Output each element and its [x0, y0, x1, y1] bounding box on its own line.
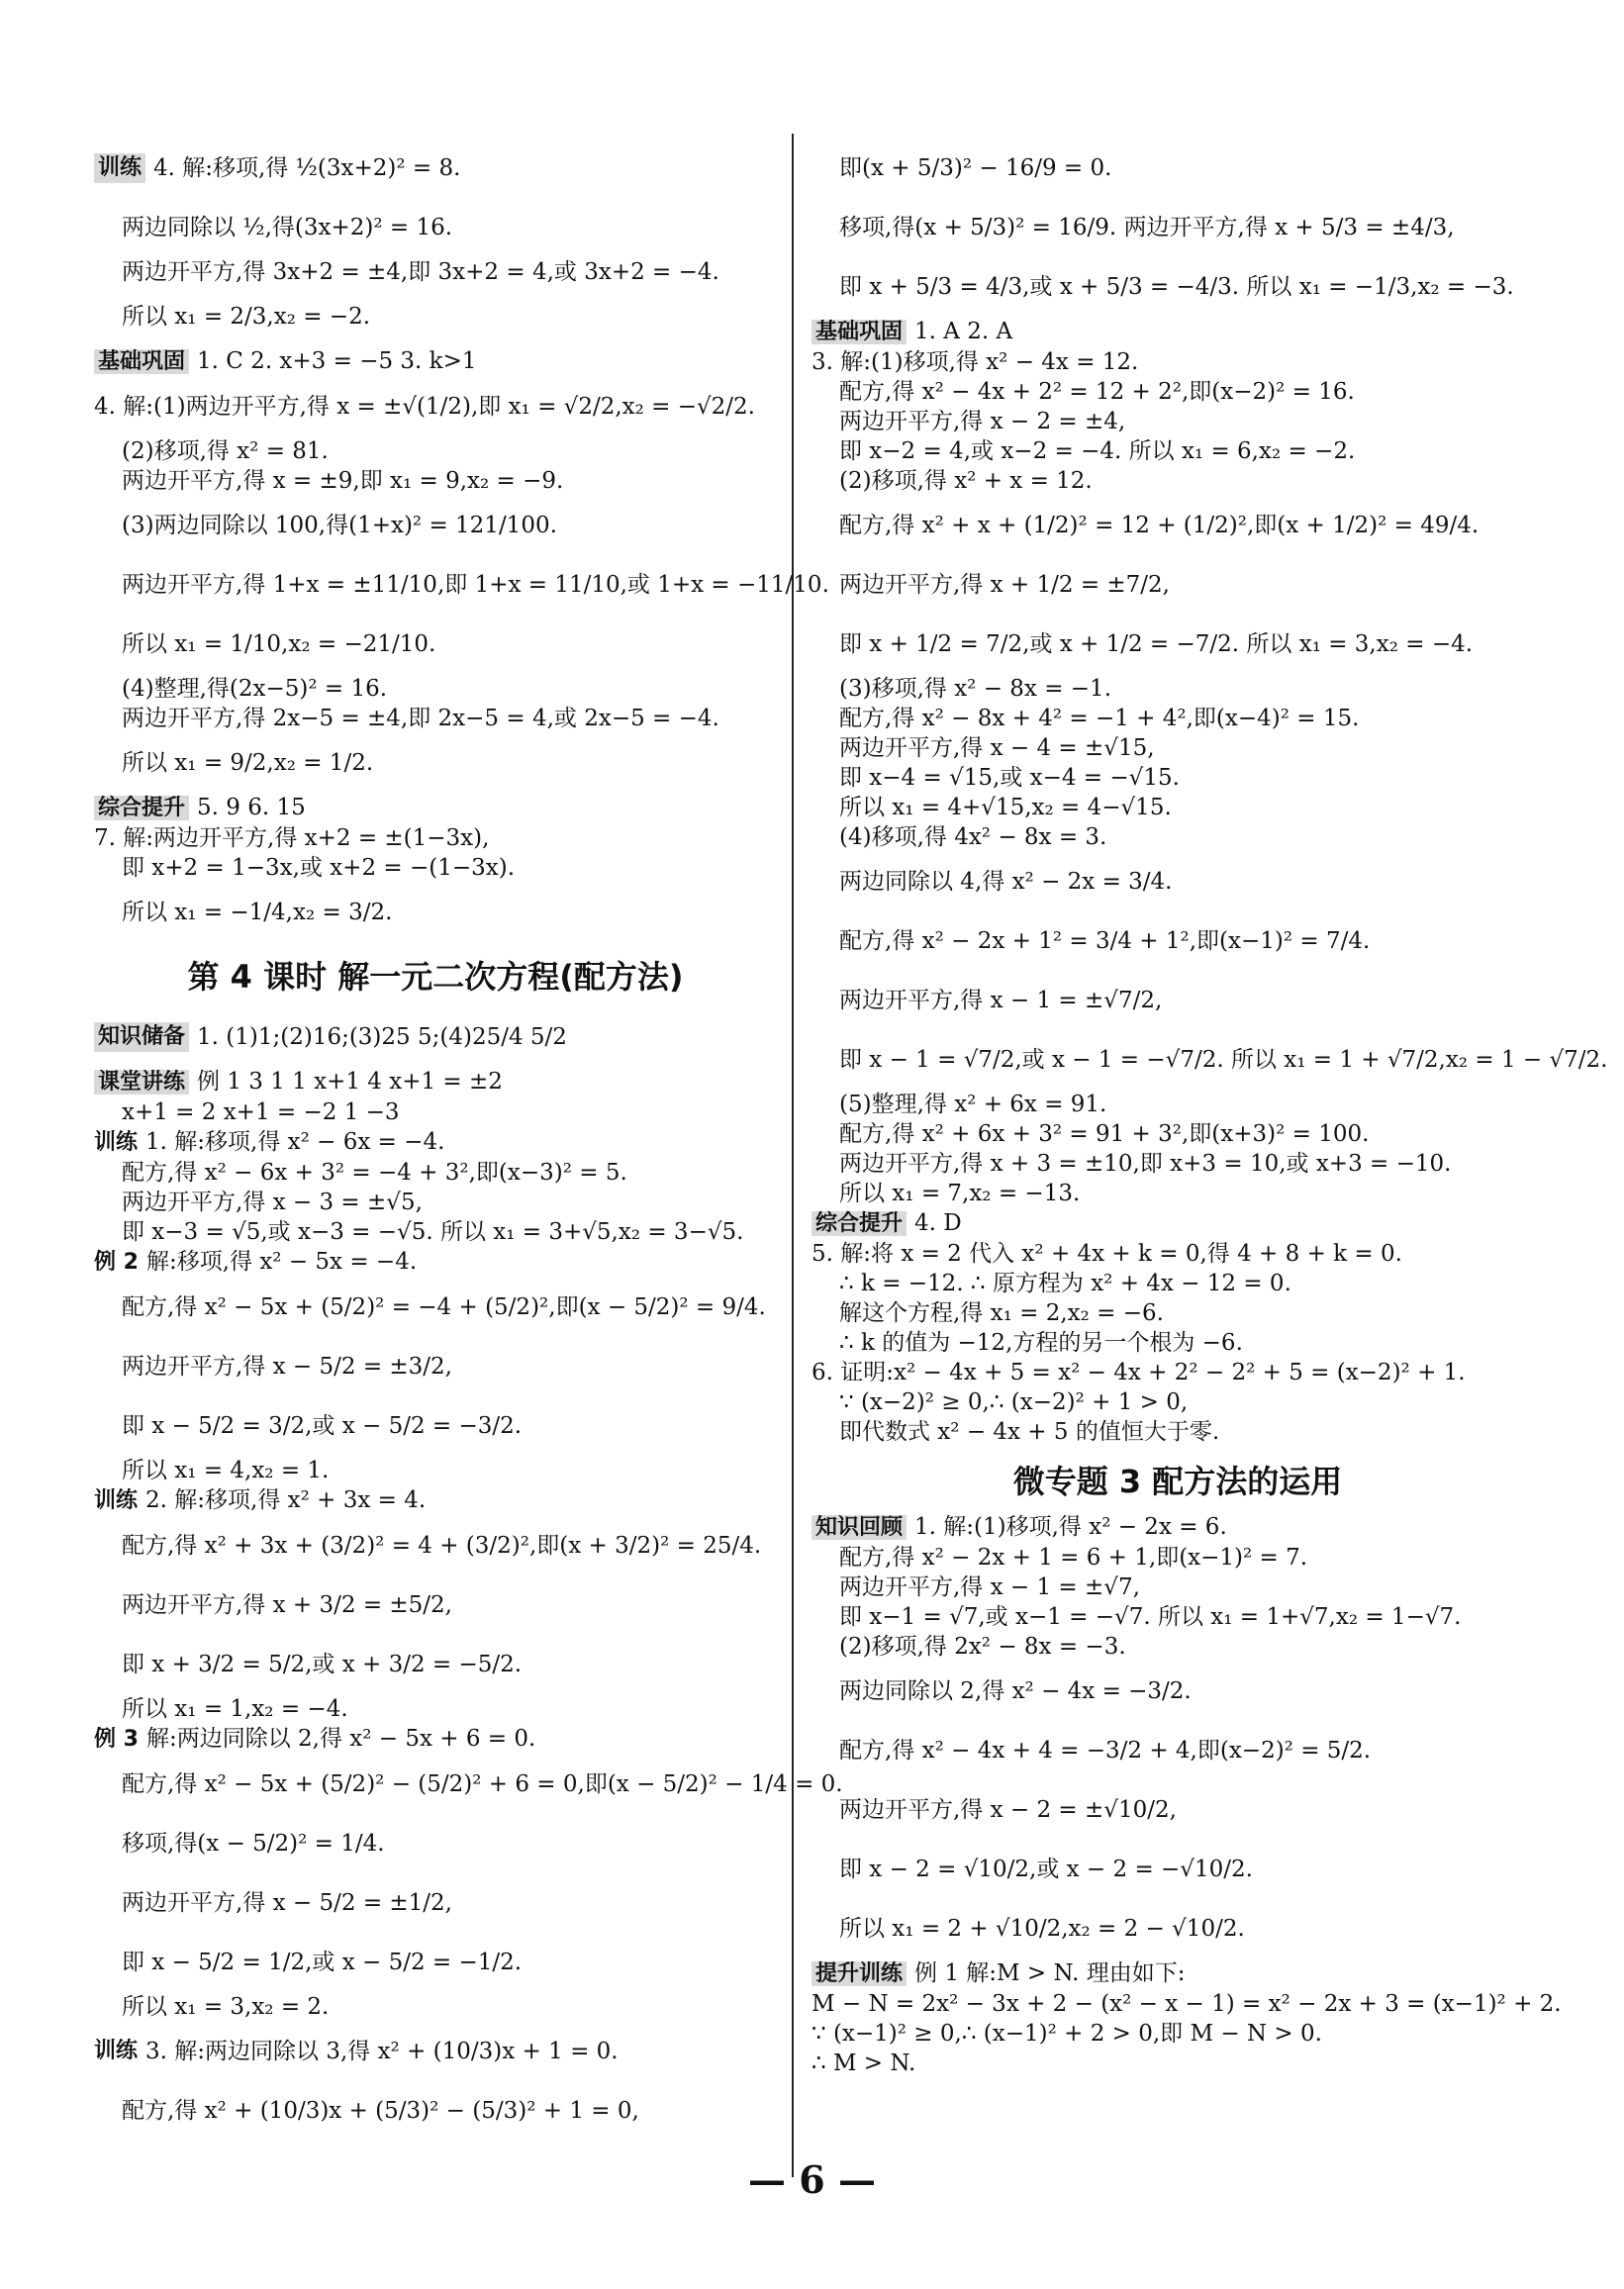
answer-line — [812, 257, 1544, 317]
answer-line — [94, 1516, 777, 1575]
answer-text: 1. 解:(1)移项,得 x² − 2x = 6. — [914, 1514, 1227, 1540]
answer-line — [94, 1992, 777, 2022]
answer-line — [812, 1030, 1608, 1090]
answer-line — [94, 674, 777, 704]
answer-text: 所以 x₁ = 3,x₂ = 2. — [122, 1994, 330, 2020]
answer-line — [812, 317, 1544, 347]
answer-text: 4. 解:移项,得 ½(3x+2)² = 8. — [153, 155, 461, 181]
section-label: 例 3 — [94, 1727, 139, 1752]
answer-line — [94, 1755, 843, 1814]
answer-line — [812, 763, 1544, 793]
answer-line — [94, 1873, 777, 1933]
answer-line — [812, 733, 1544, 763]
answer-line — [812, 1417, 1544, 1447]
answer-text: 两边开平方,得 x − 5/2 = ±3/2, — [122, 1354, 452, 1380]
section-title: 微专题 3 配方法的运用 — [1012, 1463, 1343, 1500]
answer-line — [94, 1217, 777, 1247]
answer-line — [812, 971, 1544, 1030]
answer-text: 配方,得 x² − 6x + 3² = −4 + 3²,即(x−3)² = 5. — [122, 1160, 627, 1186]
section-label: 基础巩固 — [812, 320, 907, 344]
answer-line — [94, 1694, 777, 1724]
answer-text: (3)移项,得 x² − 8x = −1. — [839, 676, 1112, 702]
answer-line — [812, 1387, 1544, 1417]
answer-text: 所以 x₁ = 9/2,x₂ = 1/2. — [122, 750, 374, 776]
answer-text: ∵ (x−2)² ≥ 0,∴ (x−2)² + 1 > 0, — [839, 1389, 1189, 1415]
answer-text: 配方,得 x² + 6x + 3² = 91 + 3²,即(x+3)² = 100. — [839, 1121, 1370, 1147]
answer-line — [94, 436, 777, 466]
answer-text: 解这个方程,得 x₁ = 2,x₂ = −6. — [839, 1300, 1164, 1326]
answer-line — [812, 1780, 1544, 1840]
section-label: 例 2 — [94, 1250, 139, 1275]
section-label: 课堂讲练 — [94, 1070, 189, 1095]
answer-line — [812, 1721, 1544, 1780]
answer-line — [812, 139, 1544, 198]
answer-line — [812, 198, 1544, 257]
answer-text: 4. 解:(1)两边开平方,得 x = ±√(1/2),即 x₁ = √2/2,x₂ = −√2/2. — [94, 394, 755, 420]
answer-line — [94, 793, 777, 823]
section-label: 知识储备 — [94, 1022, 189, 1052]
answer-line — [812, 2019, 1544, 2049]
answer-text: 两边同除以 2,得 x² − 4x = −3/2. — [839, 1678, 1192, 1704]
answer-text: 即 x−1 = √7,或 x−1 = −√7. 所以 x₁ = 1+√7,x₂ = 1−√7. — [839, 1604, 1462, 1630]
answer-line — [94, 198, 777, 257]
answer-text: 两边开平方,得 x − 5/2 = ±1/2, — [122, 1890, 452, 1916]
answer-text: 所以 x₁ = 2/3,x₂ = −2. — [122, 304, 371, 330]
answer-line — [94, 883, 777, 942]
answer-text: 所以 x₁ = 2 + √10/2,x₂ = 2 − √10/2. — [839, 1916, 1245, 1942]
answer-text: 即 x − 1 = √7/2,或 x − 1 = −√7/2. 所以 x₁ = 1 + √7/2,x₂ = 1 − √7/2. — [839, 1047, 1608, 1073]
section-label: 提升训练 — [812, 1961, 907, 1986]
section-label: 训练 — [94, 2039, 139, 2063]
answer-text: x+1 = 2 x+1 = −2 1 −3 — [122, 1099, 400, 1125]
answer-line — [94, 257, 777, 287]
column-divider — [792, 134, 794, 2177]
answer-line — [94, 1097, 777, 1127]
answer-line — [812, 1512, 1544, 1543]
answer-line — [812, 436, 1544, 466]
answer-text: 即 x − 5/2 = 3/2,或 x − 5/2 = −3/2. — [122, 1413, 523, 1439]
answer-line — [812, 1602, 1544, 1632]
answer-text: 移项,得(x + 5/3)² = 16/9. 两边开平方,得 x + 5/3 = ±4/3, — [839, 215, 1455, 240]
answer-text: 例 1 解:M > N. 理由如下: — [914, 1960, 1186, 1986]
answer-line — [812, 1298, 1544, 1328]
answer-text: 移项,得(x − 5/2)² = 1/4. — [122, 1831, 385, 1857]
answer-line — [812, 1958, 1544, 1989]
answer-line — [94, 346, 777, 377]
answer-text: 即 x + 3/2 = 5/2,或 x + 3/2 = −5/2. — [122, 1652, 523, 1677]
answer-text: 即 x − 2 = √10/2,或 x − 2 = −√10/2. — [839, 1857, 1253, 1882]
answer-line — [94, 496, 777, 555]
answer-text: 配方,得 x² − 5x + (5/2)² − (5/2)² + 6 = 0,即(x − 5/2)² − 1/4 = 0. — [122, 1771, 843, 1797]
answer-line — [812, 1358, 1544, 1387]
answer-line — [94, 733, 777, 793]
answer-line — [94, 704, 777, 733]
answer-text: 两边开平方,得 x − 1 = ±√7/2, — [839, 988, 1163, 1013]
answer-text: 6. 证明:x² − 4x + 5 = x² − 4x + 2² − 2² + 5 = (x−2)² + 1. — [812, 1360, 1466, 1385]
answer-line — [812, 704, 1544, 733]
section-label: 综合提升 — [812, 1211, 907, 1236]
answer-text: 1. A 2. A — [914, 319, 1013, 344]
answer-text: 4. D — [914, 1210, 962, 1236]
answer-line — [94, 1933, 777, 1992]
answer-line — [812, 377, 1544, 407]
answer-line — [812, 2049, 1544, 2078]
answer-line — [94, 287, 777, 346]
answer-line — [94, 377, 777, 436]
answer-line — [94, 555, 829, 615]
answer-text: 配方,得 x² − 4x + 2² = 12 + 2²,即(x−2)² = 16. — [839, 379, 1355, 405]
answer-text: 配方,得 x² − 8x + 4² = −1 + 4²,即(x−4)² = 15. — [839, 706, 1360, 731]
answer-text: 所以 x₁ = 4+√15,x₂ = 4−√15. — [839, 795, 1172, 820]
answer-line — [812, 466, 1544, 496]
answer-text: 即 x−3 = √5,或 x−3 = −√5. 所以 x₁ = 3+√5,x₂ = 3−√5. — [122, 1219, 744, 1245]
answer-text: 所以 x₁ = 7,x₂ = −13. — [839, 1181, 1081, 1206]
section-label: 知识回顾 — [812, 1515, 907, 1540]
answer-line — [94, 853, 777, 883]
answer-text: (2)移项,得 x² = 81. — [122, 438, 329, 464]
answer-line — [812, 1269, 1544, 1298]
answer-line — [94, 1158, 777, 1188]
answer-line — [94, 1485, 777, 1516]
answer-text: (4)移项,得 4x² − 8x = 3. — [839, 824, 1107, 850]
answer-text: 所以 x₁ = 4,x₂ = 1. — [122, 1458, 330, 1483]
answer-text: 3. 解:(1)移项,得 x² − 4x = 12. — [812, 349, 1139, 375]
answer-text: 两边开平方,得 x − 3 = ±√5, — [122, 1190, 423, 1215]
answer-line — [812, 822, 1544, 852]
answer-text: 两边同除以 4,得 x² − 2x = 3/4. — [839, 869, 1173, 895]
answer-line — [812, 1328, 1544, 1358]
answer-text: (5)整理,得 x² + 6x = 91. — [839, 1092, 1107, 1117]
answer-text: 2. 解:移项,得 x² + 3x = 4. — [145, 1487, 427, 1513]
answer-text: 两边开平方,得 3x+2 = ±4,即 3x+2 = 4,或 3x+2 = −4. — [122, 259, 719, 285]
answer-line — [94, 1127, 777, 1158]
answer-text: 配方,得 x² − 5x + (5/2)² = −4 + (5/2)²,即(x − 5/2)² = 9/4. — [122, 1294, 766, 1320]
answer-text: 两边开平方,得 x − 2 = ±√10/2, — [839, 1797, 1177, 1823]
answer-line — [94, 1278, 777, 1337]
answer-line — [94, 466, 777, 496]
section-label: 综合提升 — [94, 796, 189, 820]
section-label: 训练 — [94, 1130, 139, 1155]
page-number: — 6 — — [748, 2157, 876, 2202]
answer-text: 解:移项,得 x² − 5x = −4. — [145, 1249, 418, 1275]
answer-line — [812, 852, 1544, 911]
answer-text: 配方,得 x² − 2x + 1 = 6 + 1,即(x−1)² = 7. — [839, 1545, 1308, 1571]
answer-line — [94, 1456, 777, 1485]
answer-text: 两边开平方,得 x − 4 = ±√15, — [839, 735, 1155, 761]
answer-line — [812, 1662, 1544, 1721]
answer-text: M − N = 2x² − 3x + 2 − (x² − x − 1) = x² − 2x + 3 = (x−1)² + 2. — [812, 1991, 1562, 2017]
answer-text: 两边开平方,得 x + 1/2 = ±7/2, — [839, 572, 1170, 598]
answer-text: 即 x + 5/3 = 4/3,或 x + 5/3 = −4/3. 所以 x₁ = −1/3,x₂ = −3. — [839, 274, 1514, 300]
left-column — [94, 139, 843, 2141]
right-column — [812, 139, 1608, 2078]
answer-text: (2)移项,得 x² + x = 12. — [839, 468, 1093, 494]
answer-text: ∴ M > N. — [812, 2051, 916, 2076]
answer-line — [94, 1337, 777, 1396]
answer-line — [812, 1179, 1544, 1208]
answer-line — [812, 1149, 1544, 1179]
answer-text: 例 1 3 1 1 x+1 4 x+1 = ±2 — [197, 1069, 503, 1095]
answer-text: 7. 解:两边开平方,得 x+2 = ±(1−3x), — [94, 825, 490, 851]
section-label: 基础巩固 — [94, 349, 189, 374]
answer-line — [812, 555, 1544, 615]
answer-text: (3)两边同除以 100,得(1+x)² = 121/100. — [122, 513, 557, 538]
answer-line — [812, 1840, 1544, 1899]
answer-text: 配方,得 x² + x + (1/2)² = 12 + (1/2)²,即(x + 1/2)² = 49/4. — [839, 513, 1480, 538]
answer-text: 即 x − 5/2 = 1/2,或 x − 5/2 = −1/2. — [122, 1950, 523, 1975]
answer-text: 即 x+2 = 1−3x,或 x+2 = −(1−3x). — [122, 855, 516, 881]
section-title: 第 4 课时 解一元二次方程(配方法) — [187, 958, 684, 996]
answer-text: 所以 x₁ = 1,x₂ = −4. — [122, 1696, 348, 1722]
answer-text: 1. C 2. x+3 = −5 3. k>1 — [197, 348, 477, 374]
answer-line — [94, 1635, 777, 1694]
answer-line — [94, 1007, 777, 1067]
answer-line — [94, 139, 777, 198]
answer-line — [812, 1543, 1544, 1573]
answer-text: 即 x + 1/2 = 7/2,或 x + 1/2 = −7/2. 所以 x₁ = 3,x₂ = −4. — [839, 631, 1474, 657]
answer-text: 两边开平方,得 x − 2 = ±4, — [839, 409, 1126, 434]
answer-text: 1. (1)1;(2)16;(3)25 5;(4)25/4 5/2 — [197, 1024, 567, 1050]
answer-line — [812, 1632, 1544, 1662]
answer-line — [812, 615, 1544, 674]
answer-line — [812, 347, 1544, 377]
answer-line — [812, 1573, 1544, 1602]
answer-line — [94, 823, 777, 853]
answer-text: 即 x−2 = 4,或 x−2 = −4. 所以 x₁ = 6,x₂ = −2. — [839, 438, 1356, 464]
answer-text: ∴ k 的值为 −12,方程的另一个根为 −6. — [839, 1330, 1243, 1356]
answer-text: 配方,得 x² − 4x + 4 = −3/2 + 4,即(x−2)² = 5/2. — [839, 1738, 1372, 1764]
answer-line — [94, 1188, 777, 1217]
answer-line — [812, 1208, 1544, 1239]
answer-line — [94, 615, 777, 674]
answer-text: 两边开平方,得 x + 3 = ±10,即 x+3 = 10,或 x+3 = −10. — [839, 1151, 1452, 1177]
answer-line — [812, 911, 1544, 971]
answer-line — [812, 1899, 1544, 1958]
answer-text: 配方,得 x² + (10/3)x + (5/3)² − (5/3)² + 1 = 0, — [122, 2098, 639, 2124]
answer-text: 两边开平方,得 x + 3/2 = ±5/2, — [122, 1592, 452, 1618]
answer-line — [94, 1724, 777, 1755]
answer-line — [94, 1575, 777, 1635]
answer-line — [94, 1067, 777, 1097]
answer-text: ∵ (x−1)² ≥ 0,∴ (x−1)² + 2 > 0,即 M − N > 0. — [812, 2021, 1322, 2047]
answer-line — [812, 793, 1544, 822]
answer-line — [94, 2081, 777, 2141]
answer-line — [812, 1119, 1544, 1149]
answer-text: 配方,得 x² − 2x + 1² = 3/4 + 1²,即(x−1)² = 7/4. — [839, 928, 1371, 954]
answer-line — [812, 496, 1544, 555]
answer-text: (4)整理,得(2x−5)² = 16. — [122, 676, 388, 702]
answer-line — [94, 1247, 777, 1278]
answer-text: 3. 解:两边同除以 3,得 x² + (10/3)x + 1 = 0. — [145, 2039, 619, 2064]
answer-text: 即 x−4 = √15,或 x−4 = −√15. — [839, 765, 1180, 791]
answer-text: 即代数式 x² − 4x + 5 的值恒大于零. — [839, 1419, 1220, 1445]
answer-line — [812, 674, 1544, 704]
answer-text: 5. 解:将 x = 2 代入 x² + 4x + k = 0,得 4 + 8 + k = 0. — [812, 1241, 1402, 1267]
answer-text: 5. 9 6. 15 — [197, 795, 306, 820]
answer-line — [812, 407, 1544, 436]
answer-line — [94, 1814, 777, 1873]
answer-text: 两边开平方,得 2x−5 = ±4,即 2x−5 = 4,或 2x−5 = −4. — [122, 706, 719, 731]
answer-line — [812, 1989, 1562, 2019]
answer-text: 两边同除以 ½,得(3x+2)² = 16. — [122, 215, 453, 240]
answer-text: 所以 x₁ = −1/4,x₂ = 3/2. — [122, 900, 393, 925]
answer-text: 即(x + 5/3)² − 16/9 = 0. — [839, 155, 1112, 181]
section-label: 训练 — [94, 1488, 139, 1513]
answer-text: 解:两边同除以 2,得 x² − 5x + 6 = 0. — [145, 1726, 536, 1752]
answer-text: ∴ k = −12. ∴ 原方程为 x² + 4x − 12 = 0. — [839, 1271, 1291, 1296]
answer-text: (2)移项,得 2x² − 8x = −3. — [839, 1634, 1126, 1660]
answer-text: 两边开平方,得 x − 1 = ±√7, — [839, 1574, 1140, 1600]
answer-line — [812, 1090, 1544, 1119]
answer-text: 两边开平方,得 x = ±9,即 x₁ = 9,x₂ = −9. — [122, 468, 564, 494]
answer-text: 1. 解:移项,得 x² − 6x = −4. — [145, 1129, 445, 1155]
answer-line — [94, 1396, 777, 1456]
answer-text: 配方,得 x² + 3x + (3/2)² = 4 + (3/2)²,即(x + 3/2)² = 25/4. — [122, 1533, 762, 1559]
answer-text: 两边开平方,得 1+x = ±11/10,即 1+x = 11/10,或 1+x = −11/10. — [122, 572, 829, 598]
answer-line — [812, 1239, 1544, 1269]
answer-line — [94, 2022, 777, 2081]
answer-text: 所以 x₁ = 1/10,x₂ = −21/10. — [122, 631, 436, 657]
section-label: 训练 — [94, 153, 145, 183]
